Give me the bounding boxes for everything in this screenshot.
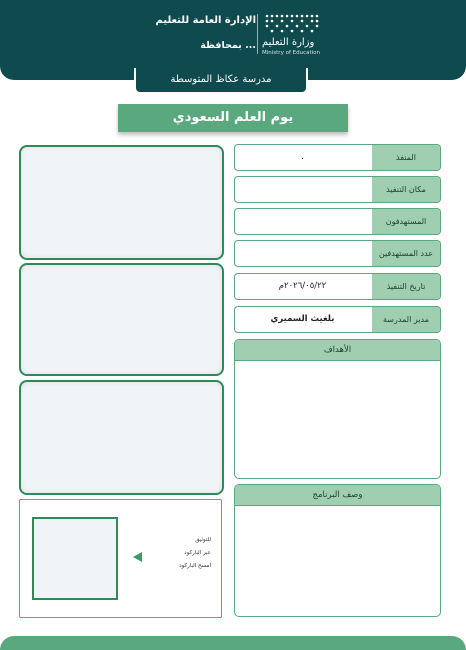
field-label: المنفذ	[372, 145, 440, 170]
school-name-tab: مدرسة عكاظ المتوسطة	[134, 68, 308, 94]
field-value: ٢٠٢٦/٠٥/٢٢م	[278, 281, 327, 291]
qr-text-line-1: للتوثيق	[195, 537, 211, 543]
ministry-name-english: Ministry of Education	[262, 50, 321, 56]
header-divider	[257, 14, 258, 54]
ministry-name-arabic: وزارة التعليم	[262, 37, 315, 48]
governorate-line: بمحافظة ...	[200, 40, 256, 51]
field-value	[235, 209, 370, 234]
field-label: مدير المدرسة	[372, 307, 440, 332]
field-label: تاريخ التنفيذ	[372, 274, 440, 299]
description-box	[234, 484, 441, 617]
objectives-heading: الأهداف	[235, 340, 440, 361]
field-row-date	[234, 273, 441, 300]
field-row-targets	[234, 208, 441, 235]
field-label: عدد المستهدفين	[372, 241, 440, 266]
qr-text-line-3: امسح الباركود	[179, 563, 211, 569]
ministry-logo-icon	[263, 13, 319, 35]
field-label: مكان التنفيذ	[372, 177, 440, 202]
field-row-executor	[234, 144, 441, 171]
field-value	[235, 241, 370, 266]
field-value: بلغيث السميري	[270, 314, 335, 324]
field-label: المستهدفون	[372, 209, 440, 234]
report-title: يوم العلم السعودي	[118, 104, 348, 132]
field-value	[235, 177, 370, 202]
field-row-target-count	[234, 240, 441, 267]
photo-frame-1	[19, 145, 224, 260]
qr-text-line-2: عبر الباركود	[184, 550, 211, 556]
description-heading: وصف البرنامج	[235, 485, 440, 506]
field-row-principal	[234, 306, 441, 333]
photo-frame-2	[19, 263, 224, 376]
objectives-box	[234, 339, 441, 479]
field-row-location	[234, 176, 441, 203]
field-value: .	[301, 152, 304, 162]
photo-frame-3	[19, 380, 224, 495]
qr-code-placeholder	[32, 517, 118, 600]
footer-band	[0, 636, 466, 650]
qr-panel	[19, 499, 222, 618]
admin-title: الإدارة العامة للتعليم	[155, 15, 256, 26]
